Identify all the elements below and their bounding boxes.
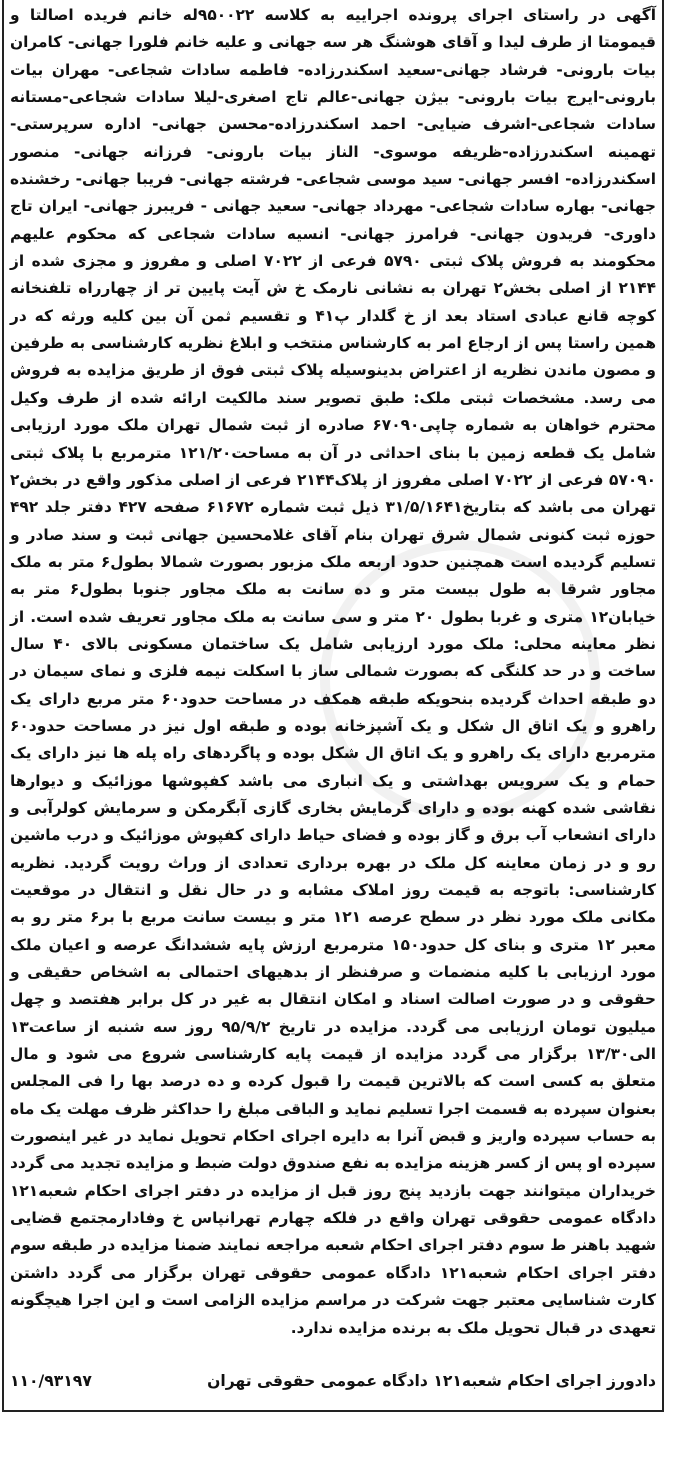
notice-text: آگهی در راستای اجرای پرونده اجراییه به کلاسه ۹۵۰۰۲۲له خانم فریده اصالتا و قیمومتا از طرف لیدا و آقای هوشنگ هر سه جهانی و علیه خانم فلورا جهانی- کامران بیات بارونی- فرشاد جهانی-سعید اسکندرزاده- فاطمه سادات شجاعی- مهران بیات بارونی-ایرج بیات بارونی- بیژن جهانی-عالم تاج اصغری-لیلا سادات شجاعی-مستانه سادات شجاعی-اشرف ضیایی- احمد اسکندرزاده-محسن جهانی- اداره سرپرستی- تهمینه اسکندرزاده-ظریفه موسوی- الناز بیات بارونی- فرزانه جهانی- منصور اسکندرزاده- افسر جهانی- سید موسی شجاعی- فرشته جهانی- فریبا جهانی- رخشنده جهانی- بهاره سادات شجاعی- مهرداد جهانی- سعید جهانی - فریبرز جهانی- ایران تاج داوری- فریدون جهانی- فرامرز جهانی- انسیه سادات شجاعی که محکوم علیهم محکومند به فروش پلاک ثبتی ۵۷۹۰ فرعی از ۷۰۲۲ اصلی و مفروز و مجزی شده از ۲۱۴۴ از اصلی بخش۲ تهران به نشانی نارمک خ ش آیت پایین تر از چهارراه تلفنخانه کوچه قانع عبادی استاد بعد از خ گلدار پ۴۱ و تقسیم ثمن آن بین کلیه ورثه که در همین راستا پس از ارجاع امر به کارشناس منتخب و ابلاغ نظریه کارشناسی به طرفین و مصون ماندن نظریه از اعتراض بدینوسیله پلاک ثبتی فوق از طریق مزایده به فروش می رسد. مشخصات ثبتی ملک: طبق تصویر سند مالکیت ارائه شده از طرف وکیل محترم خواهان به شماره چاپی۶۷۰۹۰ صادره از ثبت شمال تهران ملک مورد ارزیابی شامل یک قطعه زمین با بنای احداثی در آن به مساحت۱۲۱/۲۰ مترمربع با پلاک ثبتی ۵۷۰۹۰ فرعی از ۷۰۲۲ اصلی مفروز از پلاک۲۱۴۴ فرعی از اصلی مذکور واقع در بخش۲ تهران می باشد که بتاریخ۳۱/۵/۱۶۴۱ ذیل ثبت شماره ۶۱۶۷۲ صفحه ۴۲۷ دفتر جلد ۴۹۲ حوزه ثبت کنونی شمال شرق تهران بنام آقای غلامحسین جهانی ثبت و سند صادر و تسلیم گردیده است همچنین حدود اربعه ملک مزبور بصورت شمالا بطول۶ متر به ملک مجاور شرقا به طول بیست متر و ده سانت به ملک مجاور جنوبا بطول۶ متر به خیابان۱۲ متری و غربا بطول ۲۰ متر و سی سانت به ملک مجاور تعریف شده است. از نظر معاینه محلی: ملک مورد ارزیابی شامل یک ساختمان مسکونی بالای ۴۰ سال ساخت و در حد کلنگی که بصورت شمالی ساز با اسکلت نیمه فلزی و نمای سیمان در دو طبقه احداث گردیده بنحویکه طبقه همکف در مساحت حدود۶۰ متر مربع دارای یک راهرو و یک اتاق ال شکل و یک آشپزخانه بوده و طبقه اول نیز در مساحت حدود۶۰ مترمربع دارای یک راهرو و یک اتاق ال شکل بوده و پاگردهای راه پله ها نیز دارای یک حمام و یک سرویس بهداشتی و یک انباری می باشد کفپوشها موزائیک و دیوارها نقاشی شده کهنه بوده و دارای گرمایش بخاری گازی آبگرمکن و سرمایش کولرآبی و دارای انشعاب آب برق و گاز بوده و فضای حیاط دارای کفپوش موزائیک و درب ماشین رو و در زمان معاینه کل ملک در بهره برداری تعدادی از وراث رویت گردید. نظریه کارشناسی: باتوجه به قیمت روز املاک مشابه و در حال نقل و انتقال در موقعیت مکانی ملک مورد نظر در سطح عرصه ۱۲۱ متر و بیست سانت مربع با بر۶ متر رو به معبر ۱۲ متری و بنای کل حدود۱۵۰ مترمربع ارزش پایه ششدانگ عرصه و اعیان ملک مورد ارزیابی با کلیه منضمات و صرفنظر از بدهیهای احتمالی به اشخاص حقیقی و حقوقی و در صورت اصالت اسناد و امکان انتقال به غیر در کل برابر هفتصد و چهل میلیون تومان ارزیابی می گردد. مزایده در تاریخ ۹۵/۹/۲ روز سه شنبه از ساعت۱۳ الی۱۳/۳۰ برگزار می گردد مزایده از قیمت پایه کارشناسی شروع می شود و مال متعلق به کسی است که بالاترین قیمت را قبول کرده و ده درصد بها را فی المجلس بعنوان سپرده به قسمت اجرا تسلیم نماید و الباقی مبلغ را حداکثر ظرف مهلت یک ماه به حساب سپرده واریز و قبض آنرا به دایره اجرای احکام تحویل نماید در غیر اینصورت سپرده او پس از کسر هزینه مزایده به نفع صندوق دولت ضبط و مزایده تجدید می گردد خریداران میتوانند جهت بازدید پنج روز قبل از مزایده در دفتر اجرای احکام شعبه۱۲۱ دادگاه عمومی حقوقی تهران واقع در فلکه چهارم تهرانپاس خ وفادارمجتمع قضایی شهید باهنر ط سوم دفتر اجرای احکام شعبه مراجعه نمایند ضمنا مزایده در طبقه سوم دفتر اجرای احکام شعبه۱۲۱ دادگاه عمومی حقوقی تهران برگزار می گردد داشتن کارت شناسایی معتبر جهت شرکت در مراسم مزایده الزامی است و این اجرا هیچگونه تعهدی در قبال تحویل ملک به برنده مزایده ندارد. (10, 6, 657, 1337)
signature-line: دادورز اجرای احکام شعبه۱۲۱ دادگاه عمومی حقوقی تهران (207, 1372, 656, 1390)
notice-code: ۱۱۰/۹۳۱۹۷ (10, 1372, 92, 1390)
notice-body (10, 2, 656, 1342)
notice-footer (10, 1366, 656, 1396)
